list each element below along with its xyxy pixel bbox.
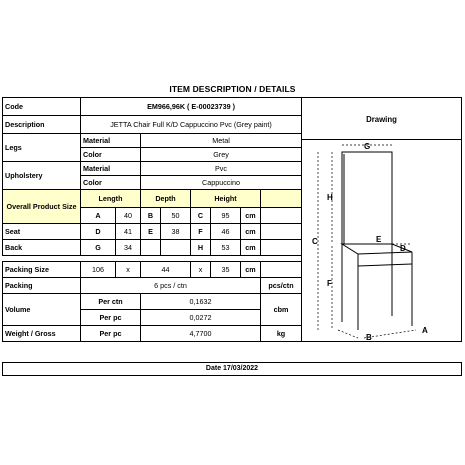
dim-c-letter: C [191,208,211,224]
volume-label: Volume [3,294,81,326]
volume-per-pc-label: Per pc [81,310,141,326]
dim-line-b [338,330,358,338]
height-header: Height [191,190,261,208]
legs-material-value: Metal [141,134,302,148]
upholstery-material-value: Pvc [141,162,302,176]
drawing-letter-h: H [327,193,333,202]
dim-e-value: 38 [161,224,191,240]
volume-unit: cbm [261,294,302,326]
dim-b-letter: B [141,208,161,224]
packing-size-unit: cm [241,262,261,278]
dim-d-letter: D [81,224,116,240]
dim-h-letter: H [191,240,211,256]
packing-length: 106 [81,262,116,278]
dim-a-letter: A [81,208,116,224]
dim-line-a [364,330,416,338]
packing-label: Packing [3,278,81,294]
legs-color-label: Color [81,148,141,162]
weight-label: Weight / Gross [3,326,81,342]
dim-g-letter: G [81,240,116,256]
spec-table [2,97,302,342]
volume-per-pc-value: 0,0272 [141,310,261,326]
packing-unit: pcs/ctn [261,278,302,294]
overall-size-label: Overall Product Size [3,190,81,224]
weight-unit: kg [261,326,302,342]
drawing-letter-e: E [376,235,382,244]
dim-d-value: 41 [116,224,141,240]
dim-f-value: 46 [211,224,241,240]
seat-label: Seat [3,224,81,240]
seat-unit: cm [241,224,261,240]
code-value: EM966,96K ( E-00023739 ) [81,98,302,116]
date-footer: Date 17/03/2022 [2,362,462,376]
upholstery-color-label: Color [81,176,141,190]
weight-per-pc-label: Per pc [81,326,141,342]
legs-color-value: Grey [141,148,302,162]
drawing-letter-c: C [312,237,318,246]
chair-back-frame [342,152,392,244]
description-value: JETTA Chair Full K/D Cappuccino Pvc (Grey paint) [81,116,302,134]
chair-drawing [302,140,460,340]
dim-e-letter: E [141,224,161,240]
packing-height: 35 [211,262,241,278]
upholstery-label: Upholstery [3,162,81,190]
volume-per-ctn-value: 0,1632 [141,294,261,310]
legs-material-label: Material [81,134,141,148]
upholstery-color-value: Cappuccino [141,176,302,190]
packing-size-label: Packing Size [3,262,81,278]
volume-per-ctn-label: Per ctn [81,294,141,310]
dim-a-value: 40 [116,208,141,224]
packing-value: 6 pcs / ctn [81,278,261,294]
drawing-letter-a: A [422,326,428,335]
drawing-title: Drawing [301,97,462,140]
packing-x1: x [116,262,141,278]
back-label: Back [3,240,81,256]
drawing-letter-f: F [327,279,332,288]
legs-label: Legs [3,134,81,162]
dim-f-letter: F [191,224,211,240]
back-unit: cm [241,240,261,256]
depth-header: Depth [141,190,191,208]
dim-c-value: 95 [211,208,241,224]
upholstery-material-label: Material [81,162,141,176]
page-title: ITEM DESCRIPTION / DETAILS [169,84,296,94]
drawing-letter-b: B [366,333,372,340]
packing-width: 44 [141,262,191,278]
drawing-letter-g: G [364,142,371,151]
overall-unit: cm [241,208,261,224]
drawing-letter-d: D [400,244,406,253]
length-header: Length [81,190,141,208]
dim-h-value: 53 [211,240,241,256]
packing-x2: x [191,262,211,278]
code-label: Code [3,98,81,116]
dim-b-value: 50 [161,208,191,224]
description-label: Description [3,116,81,134]
chair-rail [358,264,412,266]
weight-value: 4,7700 [141,326,261,342]
dim-g-value: 34 [116,240,141,256]
